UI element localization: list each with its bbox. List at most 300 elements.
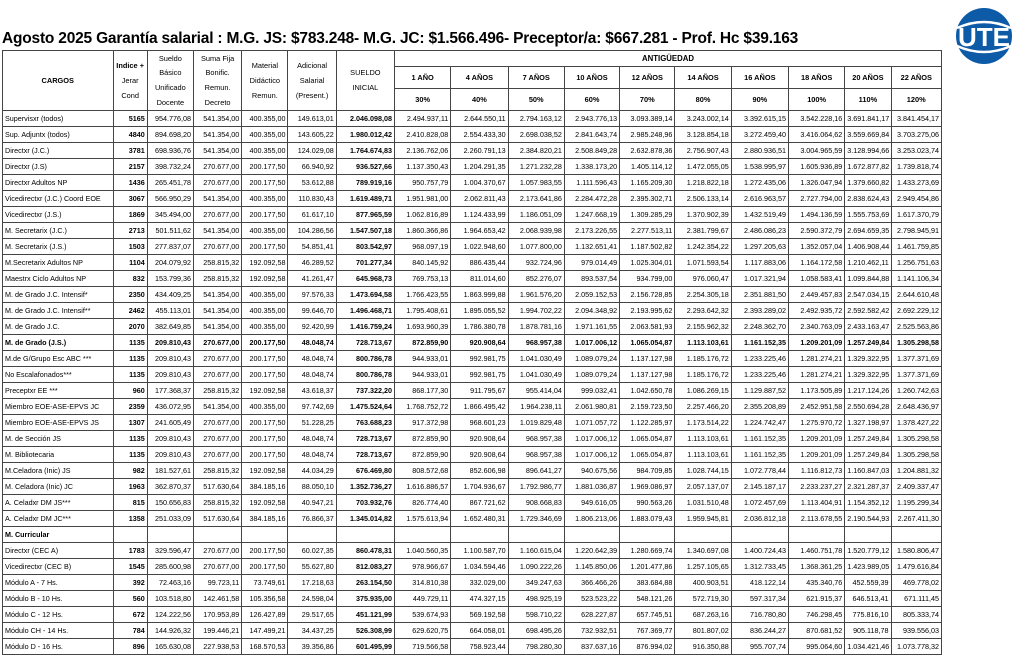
value-cell: 1.071.593,54 [675,255,731,271]
sueldo-inicial-cell: 1.980.012,42 [336,127,394,143]
value-cell: 34.437,25 [288,623,336,639]
value-cell: 1.017.006,12 [564,431,619,447]
value-cell: 968.957,38 [508,447,564,463]
header-anio: 22 AÑOS [891,67,941,89]
value-cell: 1.224.742,47 [731,415,788,431]
sueldo-inicial-cell: 1.547.507,18 [336,223,394,239]
value-cell: 1.616.886,57 [395,479,451,495]
value-cell: 2.136.762,06 [395,143,451,159]
value-cell: 382.649,85 [147,319,193,335]
value-cell: 995.064,60 [789,639,845,655]
value-cell: 97.576,33 [288,287,336,303]
sueldo-inicial-cell: 763.688,23 [336,415,394,431]
value-cell: 1.352.057,04 [789,239,845,255]
value-cell: 270.677,00 [193,559,241,575]
value-cell: 398.732,24 [147,159,193,175]
value-cell: 1.617.370,79 [891,207,941,223]
value-cell: 1.994.702,22 [508,303,564,319]
value-cell: 976.060,47 [675,271,731,287]
value-cell: 51.228,25 [288,415,336,431]
value-cell: 97.742,69 [288,399,336,415]
value-cell: 2.506.133,14 [675,191,731,207]
value-cell: 3.128.854,18 [675,127,731,143]
table-row [3,639,942,655]
value-cell: 455.113,01 [147,303,193,319]
value-cell: 920.908,64 [451,431,508,447]
value-cell [620,527,675,543]
sueldo-inicial-cell: 645.968,73 [336,271,394,287]
value-cell: 548.121,26 [620,591,675,607]
value-cell: 2.267.411,30 [891,511,941,527]
value-cell: 955.414,04 [508,383,564,399]
sueldo-inicial-cell: 1.764.674,83 [336,143,394,159]
value-cell: 270.677,00 [193,367,241,383]
value-cell: 852.606,98 [451,463,508,479]
value-cell: 270.677,00 [193,447,241,463]
value-cell: 1.969.086,97 [620,479,675,495]
indice-cell: 1358 [113,511,147,527]
value-cell: 1.280.669,74 [620,543,675,559]
value-cell: 1.209.201,09 [789,447,845,463]
sueldo-inicial-cell: 526.308,99 [336,623,394,639]
value-cell: 192.092,58 [242,383,288,399]
value-cell: 2.233.237,27 [789,479,845,495]
cargo-cell: Maestrx Ciclo Adultos NP [3,271,114,287]
indice-cell: 1436 [113,175,147,191]
value-cell: 2.694.659,35 [845,223,891,239]
value-cell: 2.698.038,52 [508,127,564,143]
value-cell: 1.433.273,69 [891,175,941,191]
table-row [3,367,942,383]
value-cell: 1.129.887,52 [731,383,788,399]
value-cell: 569.192,58 [451,607,508,623]
value-cell: 1.257.105,65 [675,559,731,575]
value-cell: 1.370.902,39 [675,207,731,223]
table-row [3,191,942,207]
value-cell: 1.137.127,98 [620,351,675,367]
value-cell: 400.355,00 [242,111,288,127]
value-cell: 1.329.322,95 [845,367,891,383]
value-cell: 39.356,86 [288,639,336,655]
value-cell: 932.724,96 [508,255,564,271]
value-cell: 400.355,00 [242,223,288,239]
value-cell: 143.605,22 [288,127,336,143]
value-cell: 2.113.678,55 [789,511,845,527]
value-cell: 1.017.006,12 [564,335,619,351]
value-cell: 258.815,32 [193,255,241,271]
value-cell: 1.652.480,31 [451,511,508,527]
value-cell: 149.613,01 [288,111,336,127]
value-cell: 2.756.907,43 [675,143,731,159]
value-cell: 2.547.034,15 [845,287,891,303]
table-row [3,383,942,399]
value-cell: 2.248.362,70 [731,319,788,335]
value-cell: 872.859,90 [395,335,451,351]
sueldo-inicial-cell: 676.469,80 [336,463,394,479]
value-cell: 2.068.939,98 [508,223,564,239]
value-cell: 329.596,47 [147,543,193,559]
value-cell: 384.185,16 [242,511,288,527]
value-cell: 908.668,83 [508,495,564,511]
value-cell: 2.841.643,74 [564,127,619,143]
cargo-cell: M. Curricular [3,527,114,543]
value-cell: 435.340,76 [789,575,845,591]
value-cell: 2.393.289,02 [731,303,788,319]
value-cell: 840.145,92 [395,255,451,271]
value-cell: 400.355,00 [242,143,288,159]
header-anio: 4 AÑOS [451,67,508,89]
value-cell: 1.247.668,19 [564,207,619,223]
value-cell: 566.950,29 [147,191,193,207]
table-row [3,527,942,543]
value-cell: 2.798.945,91 [891,223,941,239]
indice-cell: 2070 [113,319,147,335]
cargo-cell: Directxr (J.C.) [3,143,114,159]
value-cell: 1.173.505,89 [789,383,845,399]
cargo-cell: M. de Grado J.C. Intensif* [3,287,114,303]
header-porcentaje: 60% [564,89,619,111]
value-cell: 1.217.124,26 [845,383,891,399]
value-cell: 200.177,50 [242,431,288,447]
value-cell: 671.111,45 [891,591,941,607]
value-cell: 1.022.948,60 [451,239,508,255]
value-cell: 1.028.744,15 [675,463,731,479]
value-cell: 992.981,75 [451,367,508,383]
value-cell: 3.243.002,14 [675,111,731,127]
value-cell: 1.405.114,12 [620,159,675,175]
table-row [3,351,942,367]
value-cell: 1.031.510,48 [675,495,731,511]
value-cell: 1.275.970,72 [789,415,845,431]
cargo-cell: A. Celadxr DM JS*** [3,495,114,511]
value-cell: 1.209.201,09 [789,431,845,447]
value-cell: 826.774,40 [395,495,451,511]
value-cell: 2.409.337,47 [891,479,941,495]
value-cell: 170.953,89 [193,607,241,623]
table-row [3,575,942,591]
value-cell: 1.173.514,22 [675,415,731,431]
header-indice: Indice + Jerar Cond [113,51,147,111]
header-anio: 20 AÑOS [845,67,891,89]
cargo-cell: M.Secretarix Adultos NP [3,255,114,271]
value-cell: 2.351.881,50 [731,287,788,303]
value-cell [147,527,193,543]
value-cell: 999.032,41 [564,383,619,399]
value-cell: 1.795.408,61 [395,303,451,319]
value-cell: 716.780,80 [731,607,788,623]
value-cell: 40.947,21 [288,495,336,511]
value-cell: 1.866.495,42 [451,399,508,415]
value-cell: 2.277.513,11 [620,223,675,239]
value-cell: 905.118,78 [845,623,891,639]
sueldo-inicial-cell: 1.496.468,71 [336,303,394,319]
indice-cell [113,527,147,543]
value-cell: 1.164.172,58 [789,255,845,271]
value-cell: 1.034.421,46 [845,639,891,655]
value-cell: 876.994,02 [620,639,675,655]
value-cell: 541.354,00 [193,287,241,303]
value-cell: 2.508.849,28 [564,143,619,159]
value-cell: 836.244,27 [731,623,788,639]
cargo-cell: Módulo CH - 14 Hs. [3,623,114,639]
value-cell: 1.086.269,15 [675,383,731,399]
header-sueldo-basico: Sueldo Básico Unificado Docente [147,51,193,111]
sueldo-inicial-cell: 800.786,78 [336,367,394,383]
value-cell: 1.423.989,05 [845,559,891,575]
value-cell: 2.452.951,58 [789,399,845,415]
cargo-cell: Módulo B - 10 Hs. [3,591,114,607]
value-cell: 434.409,25 [147,287,193,303]
value-cell: 1.786.380,78 [451,319,508,335]
value-cell: 1.111.596,43 [564,175,619,191]
value-cell [789,527,845,543]
value-cell: 1.729.346,69 [508,511,564,527]
value-cell: 1.113.103,61 [675,447,731,463]
indice-cell: 560 [113,591,147,607]
value-cell: 1.124.433,99 [451,207,508,223]
value-cell [508,527,564,543]
value-cell: 1.017.321,94 [731,271,788,287]
value-cell: 886.435,44 [451,255,508,271]
value-cell [675,527,731,543]
value-cell: 1.881.036,87 [564,479,619,495]
table-row [3,463,942,479]
value-cell: 978.966,67 [395,559,451,575]
value-cell: 88.050,10 [288,479,336,495]
value-cell: 2.159.723,50 [620,399,675,415]
value-cell: 200.177,50 [242,335,288,351]
indice-cell: 1783 [113,543,147,559]
value-cell [193,527,241,543]
header-porcentaje: 80% [675,89,731,111]
value-cell: 60.027,35 [288,543,336,559]
value-cell: 1.073.778,32 [891,639,941,655]
value-cell: 2.486.086,23 [731,223,788,239]
value-cell: 53.612,88 [288,175,336,191]
value-cell: 1.161.152,35 [731,447,788,463]
value-cell: 1.312.733,45 [731,559,788,575]
value-cell: 270.677,00 [193,159,241,175]
value-cell: 43.618,37 [288,383,336,399]
table-row [3,143,942,159]
value-cell: 1.272.435,06 [731,175,788,191]
table-row [3,623,942,639]
value-cell: 332.029,00 [451,575,508,591]
cargo-cell: M. de Grado J.C. Intensif** [3,303,114,319]
value-cell [288,527,336,543]
value-cell: 165.630,08 [147,639,193,655]
value-cell: 2.173.226,55 [564,223,619,239]
table-row [3,399,942,415]
cargo-cell: Supervisxr (todos) [3,111,114,127]
value-cell: 400.355,00 [242,303,288,319]
value-cell: 1.271.232,28 [508,159,564,175]
value-cell [242,527,288,543]
value-cell: 1.806.213,06 [564,511,619,527]
value-cell: 1.605.936,89 [789,159,845,175]
value-cell: 270.677,00 [193,175,241,191]
value-cell: 498.925,19 [508,591,564,607]
header-antiguedad: ANTIGÜEDAD [395,51,942,67]
header-anio: 12 AÑOS [620,67,675,89]
value-cell: 105.356,58 [242,591,288,607]
value-cell: 2.057.137,07 [675,479,731,495]
value-cell: 1.071.057,72 [564,415,619,431]
value-cell: 2.492.935,72 [789,303,845,319]
value-cell: 2.949.454,86 [891,191,941,207]
value-cell: 541.354,00 [193,111,241,127]
value-cell: 265.451,78 [147,175,193,191]
sueldo-inicial-cell: 701.277,34 [336,255,394,271]
value-cell: 1.863.999,88 [451,287,508,303]
indice-cell: 982 [113,463,147,479]
value-cell: 1.137.127,98 [620,367,675,383]
value-cell: 72.463,16 [147,575,193,591]
value-cell: 200.177,50 [242,351,288,367]
value-cell: 1.327.198,97 [845,415,891,431]
value-cell: 2.155.962,32 [675,319,731,335]
value-cell: 285.600,98 [147,559,193,575]
sueldo-inicial-cell: 860.478,31 [336,543,394,559]
value-cell: 629.620,75 [395,623,451,639]
header-porcentaje: 110% [845,89,891,111]
value-cell: 270.677,00 [193,415,241,431]
value-cell: 241.605,49 [147,415,193,431]
indice-cell: 1869 [113,207,147,223]
value-cell: 1.017.006,12 [564,447,619,463]
cargo-cell: Miembro EOE-ASE-EPVS JS [3,415,114,431]
value-cell: 950.757,79 [395,175,451,191]
sueldo-inicial-cell: 2.046.098,08 [336,111,394,127]
sueldo-inicial-cell: 936.527,66 [336,159,394,175]
value-cell: 1.116.812,73 [789,463,845,479]
value-cell: 1.100.587,70 [451,543,508,559]
cargo-cell: Directxr (CEC A) [3,543,114,559]
cargo-cell: Módulo D - 16 Hs. [3,639,114,655]
value-cell: 384.185,16 [242,479,288,495]
value-cell: 2.648.436,97 [891,399,941,415]
value-cell: 400.355,00 [242,287,288,303]
value-cell: 1.072.778,44 [731,463,788,479]
value-cell: 24.598,04 [288,591,336,607]
value-cell: 126.427,89 [242,607,288,623]
value-cell: 1.065.054,87 [620,335,675,351]
value-cell: 539.674,93 [395,607,451,623]
value-cell: 1.460.751,78 [789,543,845,559]
sueldo-inicial-cell: 451.121,99 [336,607,394,623]
value-cell: 2.145.187,17 [731,479,788,495]
value-cell: 1.113.103,61 [675,335,731,351]
value-cell: 805.333,74 [891,607,941,623]
value-cell: 1.077.800,00 [508,239,564,255]
value-cell: 872.859,90 [395,447,451,463]
value-cell: 2.384.820,21 [508,143,564,159]
value-cell: 1.065.054,87 [620,431,675,447]
value-cell: 1.580.806,47 [891,543,941,559]
value-cell: 251.033,09 [147,511,193,527]
value-cell [731,527,788,543]
value-cell: 61.617,10 [288,207,336,223]
value-cell: 992.981,75 [451,351,508,367]
indice-cell: 1307 [113,415,147,431]
table-row [3,335,942,351]
value-cell: 1.209.201,09 [789,335,845,351]
value-cell: 200.177,50 [242,159,288,175]
value-cell: 1.305.298,58 [891,335,941,351]
value-cell: 811.014,60 [451,271,508,287]
sueldo-inicial-cell: 1.473.694,58 [336,287,394,303]
indice-cell: 1135 [113,447,147,463]
value-cell: 870.681,52 [789,623,845,639]
value-cell: 872.859,90 [395,431,451,447]
value-cell: 541.354,00 [193,191,241,207]
cargo-cell: M. de Grado J.C. [3,319,114,335]
value-cell: 314.810,38 [395,575,451,591]
indice-cell: 4840 [113,127,147,143]
value-cell: 2.644.550,11 [451,111,508,127]
sueldo-inicial-cell [336,527,394,543]
header-anio: 18 AÑOS [789,67,845,89]
value-cell: 541.354,00 [193,127,241,143]
value-cell: 893.537,54 [564,271,619,287]
value-cell: 1.025.304,01 [620,255,675,271]
value-cell: 1.210.462,11 [845,255,891,271]
cargo-cell: Miembro EOE-ASE-EPVS JC [3,399,114,415]
value-cell: 1.368.361,25 [789,559,845,575]
value-cell: 1.201.477,86 [620,559,675,575]
indice-cell: 1135 [113,335,147,351]
value-cell: 664.058,01 [451,623,508,639]
sueldo-inicial-cell: 877.965,59 [336,207,394,223]
value-cell [845,527,891,543]
value-cell: 2.173.641,86 [508,191,564,207]
table-row [3,255,942,271]
value-cell: 968.957,38 [508,431,564,447]
value-cell: 400.355,00 [242,319,288,335]
value-cell: 1.555.753,69 [845,207,891,223]
cargo-cell: Sup. Adjuntx (todos) [3,127,114,143]
value-cell: 1.113.103,61 [675,431,731,447]
value-cell: 2.632.878,36 [620,143,675,159]
value-cell: 258.815,32 [193,463,241,479]
value-cell [891,527,941,543]
value-cell: 1.883.079,43 [620,511,675,527]
sueldo-inicial-cell: 703.932,76 [336,495,394,511]
value-cell: 92.420,99 [288,319,336,335]
value-cell: 1.041.030,49 [508,367,564,383]
value-cell: 949.616,05 [564,495,619,511]
value-cell: 2.381.799,67 [675,223,731,239]
indice-cell: 392 [113,575,147,591]
value-cell: 2.355.208,89 [731,399,788,415]
value-cell: 400.355,00 [242,127,288,143]
value-cell: 517.630,64 [193,479,241,495]
value-cell: 44.034,29 [288,463,336,479]
sueldo-inicial-cell: 789.919,16 [336,175,394,191]
value-cell: 3.128.994,66 [845,143,891,159]
sueldo-inicial-cell: 812.083,27 [336,559,394,575]
value-cell: 48.048,74 [288,447,336,463]
value-cell: 3.253.023,74 [891,143,941,159]
value-cell: 1.233.225,46 [731,367,788,383]
value-cell: 366.466,26 [564,575,619,591]
value-cell: 3.542.228,16 [789,111,845,127]
value-cell: 541.354,00 [193,143,241,159]
value-cell: 1.378.427,22 [891,415,941,431]
value-cell: 209.810,43 [147,367,193,383]
value-cell: 199.446,21 [193,623,241,639]
value-cell: 41.261,47 [288,271,336,287]
